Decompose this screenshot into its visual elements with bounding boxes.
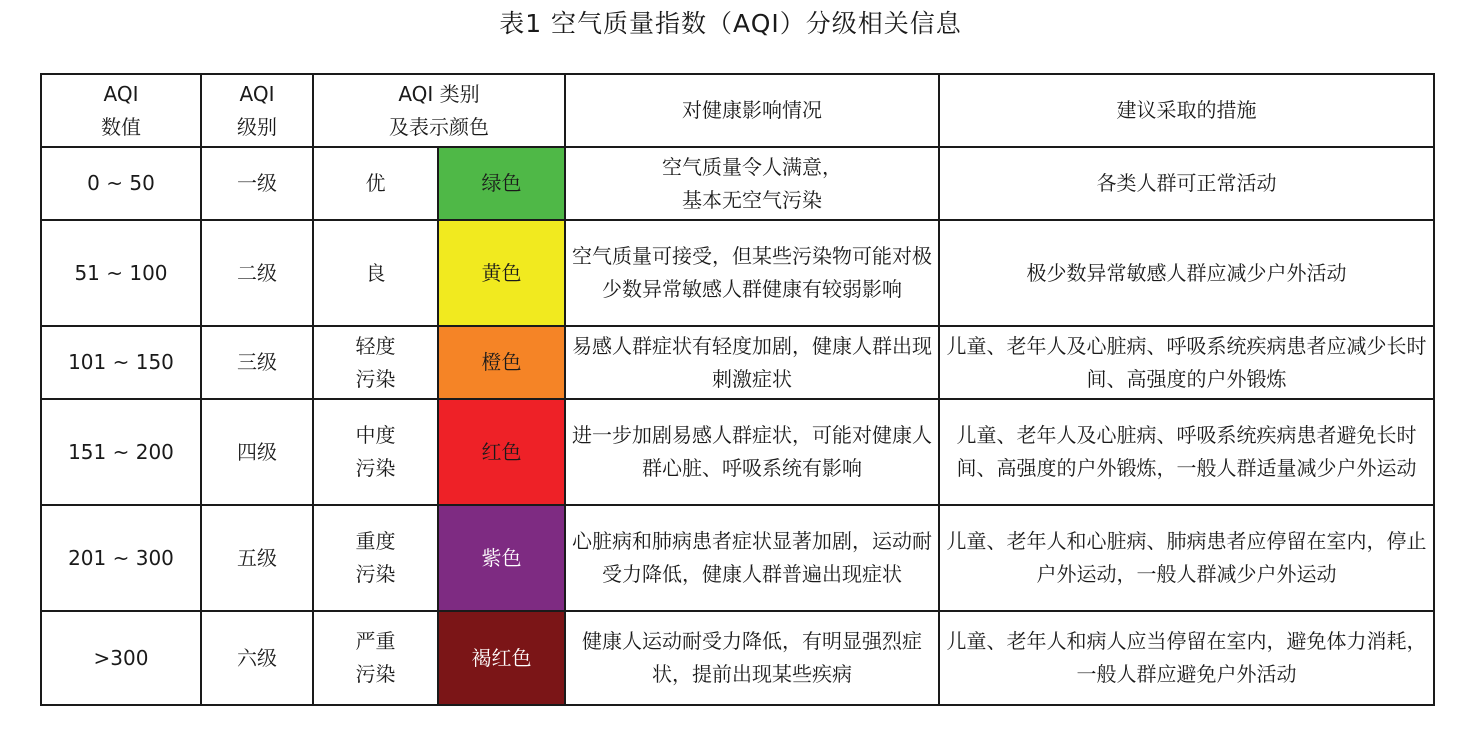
header-aqi-category: AQI 类别 及表示颜色: [313, 74, 565, 147]
measures-cell: 儿童、老年人及心脏病、呼吸系统疾病患者应减少长时间、高强度的户外锻炼: [939, 326, 1434, 399]
aqi-category-cell: 重度 污染: [313, 505, 438, 611]
table-row: [41, 220, 1434, 326]
health-effect-cell: 心脏病和肺病患者症状显著加剧，运动耐受力降低，健康人群普遍出现症状: [565, 505, 939, 611]
table-title: 表1 空气质量指数（AQI）分级相关信息: [499, 9, 962, 38]
health-effect-cell: 空气质量可接受，但某些污染物可能对极少数异常敏感人群健康有较弱影响: [565, 220, 939, 326]
aqi-category-cell: 轻度 污染: [313, 326, 438, 399]
aqi-level-cell: 二级: [201, 220, 313, 326]
aqi-level-cell: 五级: [201, 505, 313, 611]
aqi-value-cell: 101 ~ 150: [41, 326, 201, 399]
aqi-table: [40, 73, 1435, 706]
table-row: [41, 399, 1434, 505]
measures-cell: 极少数异常敏感人群应减少户外活动: [939, 220, 1434, 326]
header-row: [41, 74, 1434, 147]
measures-cell: 儿童、老年人和病人应当停留在室内，避免体力消耗，一般人群应避免户外活动: [939, 611, 1434, 705]
measures-cell: 各类人群可正常活动: [939, 147, 1434, 220]
health-effect-cell: 易感人群症状有轻度加剧，健康人群出现刺激症状: [565, 326, 939, 399]
color-swatch-green: 绿色: [438, 147, 565, 220]
measures-cell: 儿童、老年人和心脏病、肺病患者应停留在室内，停止户外运动，一般人群减少户外运动: [939, 505, 1434, 611]
header-aqi-level: AQI 级别: [201, 74, 313, 147]
aqi-category-cell: 中度 污染: [313, 399, 438, 505]
table-row: [41, 611, 1434, 705]
aqi-category-cell: 优: [313, 147, 438, 220]
aqi-value-cell: 201 ~ 300: [41, 505, 201, 611]
aqi-level-cell: 六级: [201, 611, 313, 705]
header-aqi-value: AQI 数值: [41, 74, 201, 147]
health-effect-cell: 进一步加剧易感人群症状，可能对健康人群心脏、呼吸系统有影响: [565, 399, 939, 505]
color-swatch-orange: 橙色: [438, 326, 565, 399]
aqi-category-cell: 严重 污染: [313, 611, 438, 705]
health-effect-cell: 空气质量令人满意， 基本无空气污染: [565, 147, 939, 220]
health-effect-cell: 健康人运动耐受力降低，有明显强烈症状，提前出现某些疾病: [565, 611, 939, 705]
header-health-effect: 对健康影响情况: [565, 74, 939, 147]
table-row: [41, 505, 1434, 611]
color-swatch-purple: 紫色: [438, 505, 565, 611]
aqi-level-cell: 三级: [201, 326, 313, 399]
aqi-level-cell: 四级: [201, 399, 313, 505]
aqi-value-cell: 151 ~ 200: [41, 399, 201, 505]
color-swatch-maroon: 褐红色: [438, 611, 565, 705]
aqi-value-cell: 51 ~ 100: [41, 220, 201, 326]
color-swatch-yellow: 黄色: [438, 220, 565, 326]
table-row: [41, 147, 1434, 220]
color-swatch-red: 红色: [438, 399, 565, 505]
aqi-value-cell: 0 ~ 50: [41, 147, 201, 220]
aqi-value-cell: >300: [41, 611, 201, 705]
aqi-level-cell: 一级: [201, 147, 313, 220]
measures-cell: 儿童、老年人及心脏病、呼吸系统疾病患者避免长时间、高强度的户外锻炼，一般人群适量减少户外运动: [939, 399, 1434, 505]
table-row: [41, 326, 1434, 399]
header-measures: 建议采取的措施: [939, 74, 1434, 147]
aqi-category-cell: 良: [313, 220, 438, 326]
